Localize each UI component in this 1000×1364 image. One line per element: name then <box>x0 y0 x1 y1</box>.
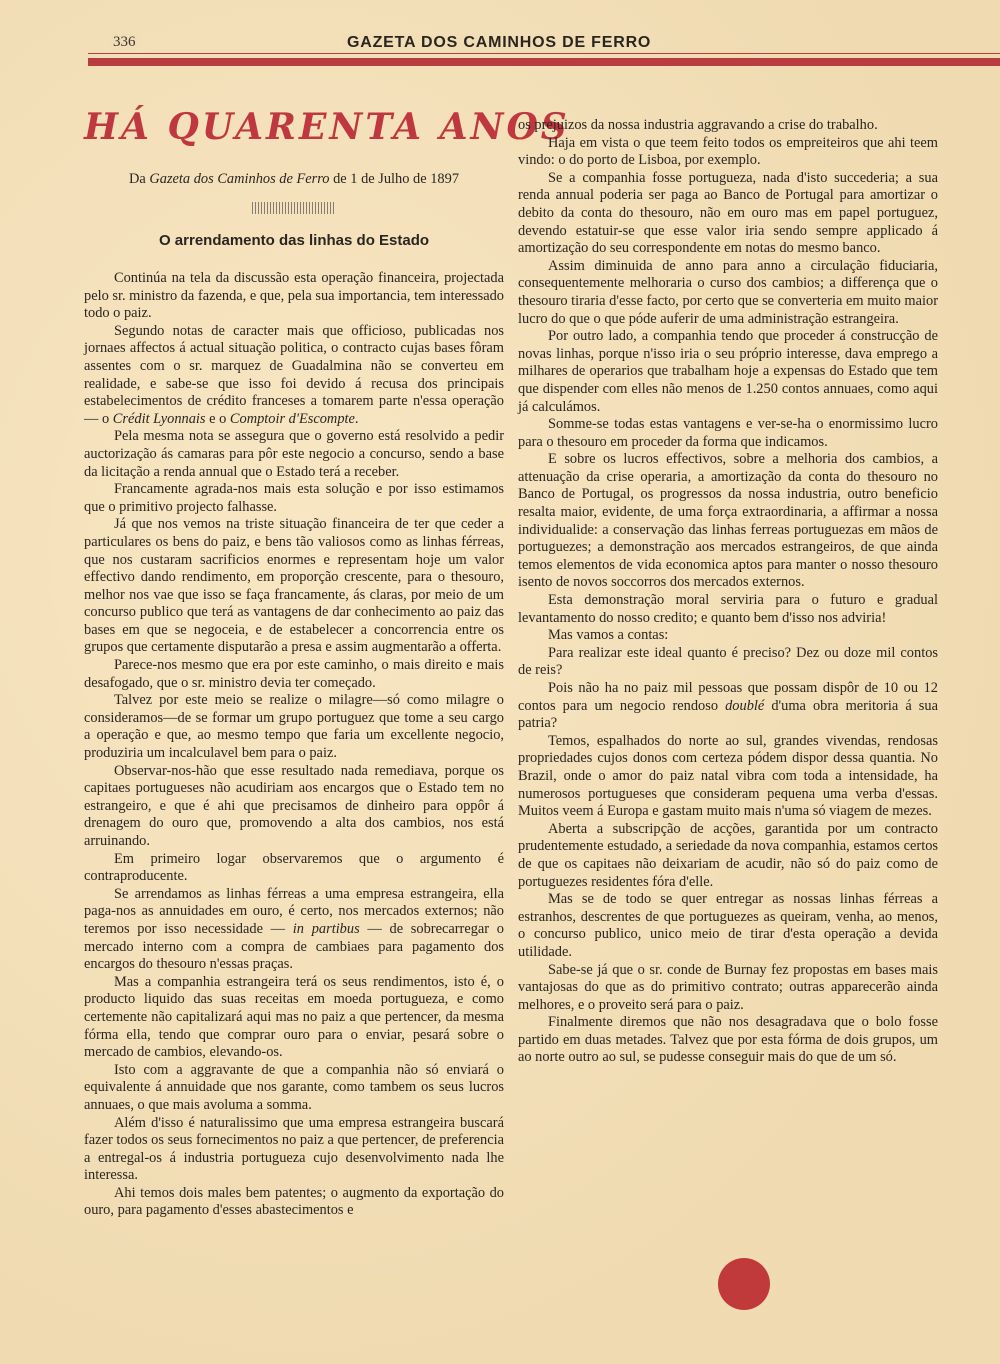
page-header <box>88 34 1000 70</box>
paragraph: Mas a companhia estrangeira terá os seus rendimentos, isto é, o producto liquido das suas receitas em moeda portugueza, e como certemente não capitalizará aqui mas no paiz a que pertencer, da mesma fórma ella, tendo que comprar ouro para o enviar, pesará sobre o mercado de cambios, elevando-os. <box>84 973 504 1061</box>
paragraph: Segundo notas de caracter mais que officioso, publicadas nos jornaes affectos á actual situação politica, o contracto cujas bases fôram assentes com o sr. marquez de Guadalmina não se converteu em realidade, e sabe-se que isso foi devido á recusa dos principais estabelecimentos de crédito franceses a tomarem parte n'essa operação — o Crédit Lyonnais e o Comptoir d'Escompte. <box>84 322 504 427</box>
paragraph: os prejuizos da nossa industria aggravando a crise do trabalho. <box>518 117 878 133</box>
italic-credit-lyonnais: Crédit Lyonnais <box>112 410 206 427</box>
paragraph: Sabe-se já que o sr. conde de Burnay fez propostas em bases mais vantajosas do que as do primitivo contrato; outras apparecerão ainda melhores, e o proveito será para o paiz. <box>518 961 938 1013</box>
paragraph: Francamente agrada-nos mais esta solução e por isso estimamos que o primitivo projecto falhasse. <box>84 481 504 515</box>
paragraph: Isto com a aggravante de que a companhia não só enviará o equivalente á annuidade que nos garante, como tambem os seus lucros annuaes, o que mais avoluma a somma. <box>84 1061 504 1113</box>
paragraph: Finalmente diremos que não nos desagradava que o bolo fosse partido em duas metades. Talvez que por esta fórma de dois grupos, um ao norte outro ao sul, se pudesse conseguir mais do que de um só. <box>518 1014 938 1066</box>
paragraph: Pela mesma nota se assegura que o governo está resolvido a pedir auctorização ás camaras para pôr este negocio a concurso, sendo a base da licitação a renda annual que o Estado terá a receber. <box>84 428 504 480</box>
source-prefix: Da <box>128 171 150 187</box>
paragraph: Em primeiro logar observaremos que o argumento é contraproducente. <box>84 850 504 885</box>
italic-in-partibus: in partibus <box>292 920 360 937</box>
paragraph: Temos, espalhados do norte ao sul, grandes vivendas, rendosas propriedades cujos donos com certeza pódem dispor dessa quantia. No Brazil, onde o amor do paiz natal vibra com toda a intensidade, ha numerosos portugueses que consideram pequena uma verba d'essas. Muitos veem á Europa e gastam muito mais n'uma só viagem de mezes. <box>518 732 938 820</box>
header-rule-thick <box>88 58 1000 66</box>
article-source <box>84 170 504 188</box>
paragraph: Esta demonstração moral serviria para o futuro e gradual levantamento do nosso credito; e quanto bem d'isso nos adviria! <box>518 592 938 626</box>
paragraph: Assim diminuida de anno para anno a circulação fiduciaria, consequentemente melhoraria o curso dos cambios; a differença que o thesouro tiraria d'esse facto, por certo que se converteria em muito maior lucro do que o que póde auferir de uma administração estrangeira. <box>518 257 938 327</box>
paragraph: Se a companhia fosse portugueza, nada d'isto succederia; a sua renda annual poderia ser paga ao Banco de Portugal para amortizar o debito da conta do thesouro, não em ouro mas em papel portuguez, devendo estatuir-se que esse valor iria sendo sempre applicado á amortização do seu correspondente em notas do mesmo banco. <box>518 169 938 257</box>
source-publication: Gazeta dos Caminhos de Ferro <box>149 171 330 187</box>
paragraph: Por outro lado, a companhia tendo que proceder á construcção de novas linhas, porque n'isso iria o seu próprio interesse, dava emprego a milhares de operarios que trabalham hoje a expensas do Estado que tem que dispender com elles não menos de 1.250 contos annuaes, como aqui já calculámos. <box>518 328 938 415</box>
paragraph: Mas se de todo se quer entregar as nossas linhas férreas a estranhos, descrentes de que portuguezes as queiram, venha, ao menos, o concurso publico, unico meio de tirar d'esta operação a devida utilidade. <box>518 891 938 960</box>
paragraph: Somme-se todas estas vantagens e ver-se-ha o enormissimo lucro para o thesouro em proceder da forma que indicamos. <box>518 416 938 450</box>
paragraph: Já que nos vemos na triste situação financeira de ter que ceder a particulares os bens do paiz, e bens tão valiosos como as linhas férreas, que nos custaram sacrificios enormes e representam hoje um valor effectivo dando rendimento, em proporção crescente, para o thesouro, melhor nos vae que isso se faça francamente, ás claras, por meio de um concurso publico que terá as vantagens de dar conhecimento ao paiz das bases em que se negoceia, e de estabelecer a concorrencia entre os grupos que certamente disputarão a presa e assim augmentarão a offerta. <box>84 516 504 656</box>
article-subtitle: O arrendamento das linhas do Estado <box>158 232 430 249</box>
left-column <box>84 104 570 1220</box>
article-title: HÁ QUARENTA ANOS <box>84 106 570 148</box>
journal-title: GAZETA DOS CAMINHOS DE FERRO <box>343 34 655 52</box>
paragraph: Parece-nos mesmo que era por este caminho, o mais direito e mais desafogado, que o sr. ministro devia ter começado. <box>84 657 504 691</box>
paragraph: E sobre os lucros effectivos, sobre a melhoria dos cambios, a attenuação da crise operaria, a amortização da conta do thesouro no Banco de Portugal, os progressos da nossa industria, outro beneficio resalta maior, evidente, de uma força extraordinaria, a affirmar a nossa individualide: a conservação das linhas ferreas portuguezas em mãos de portuguezes; a demonstração aos mercados estrangeiros, de que ainda temos elementos de vida economica aptos para manter o nosso thesouro isento de novos soccorros dos mercados externos. <box>518 451 938 591</box>
source-date: de 1 de Julho de 1897 <box>329 171 460 187</box>
right-column <box>518 117 938 1067</box>
paragraph: Aberta a subscripção de acções, garantida por um contracto prudentemente estudado, a seriedade da nova companhia, estamos certos de que os capitaes não deixariam de acudir, não só do paiz como de portuguezes residentes fóra d'elle. <box>518 820 938 890</box>
italic-double: doublé <box>725 697 765 714</box>
paragraph: Continúa na tela da discussão esta operação financeira, projectada pelo sr. ministro da fazenda, e que, pela sua importancia, tem interessado todo o paiz. <box>84 270 504 322</box>
ornament-divider <box>252 202 336 214</box>
paragraph: Se arrendamos as linhas férreas a uma empresa estrangeira, ella paga-nos as annuidades em ouro, é certo, nos mercados externos; não teremos por isso necessidade — in partibus — de sobrecarregar o mercado interno com a compra de cambiaes para pagamento dos encargos do thesouro n'essas praças. <box>84 885 504 973</box>
italic-comptoir: Comptoir d'Escompte <box>229 410 355 427</box>
paragraph: Além d'isso é naturalissimo que uma empresa estrangeira buscará fazer todos os seus fornecimentos no paiz a que pertencer, de preferencia a entregal-os á industria portugueza cujo desenvolvimento nada lhe interessa. <box>84 1114 504 1184</box>
end-mark-red-dot <box>718 1258 770 1310</box>
paragraph: Haja em vista o que teem feito todos os empreiteiros que ahi teem vindo: o do porto de Lisboa, por exemplo. <box>518 134 938 169</box>
paragraph: Mas vamos a contas: <box>548 627 669 644</box>
paragraph: Ahi temos dois males bem patentes; o augmento da exportação do ouro, para pagamento d'esses abastecimentos e <box>84 1184 504 1219</box>
paragraph: Observar-nos-hão que esse resultado nada remediava, porque os capitaes portugueses não acudiriam aos encargos que o Estado tem no estrangeiro, e que é ahi que precisamos de dinheiro para oppôr á drenagem do ouro que, promovendo a alta dos cambios, nos está arruinando. <box>84 762 504 849</box>
paragraph: Talvez por este meio se realize o milagre—só como milagre o consideramos—de se formar um grupo portuguez que tome a seu cargo a operação e que, ao mesmo tempo que faria um excellente negocio, produziria um incalculavel bem para o paiz. <box>84 692 504 762</box>
header-rule-thin <box>88 53 1000 54</box>
page-number: 336 <box>110 34 139 50</box>
paragraph: Para realizar este ideal quanto é preciso? Dez ou doze mil contos de reis? <box>518 644 938 679</box>
paragraph: Pois não ha no paiz mil pessoas que possam dispôr de 10 ou 12 contos para um negocio rendoso doublé d'uma obra meritoria á sua patria? <box>518 680 938 732</box>
